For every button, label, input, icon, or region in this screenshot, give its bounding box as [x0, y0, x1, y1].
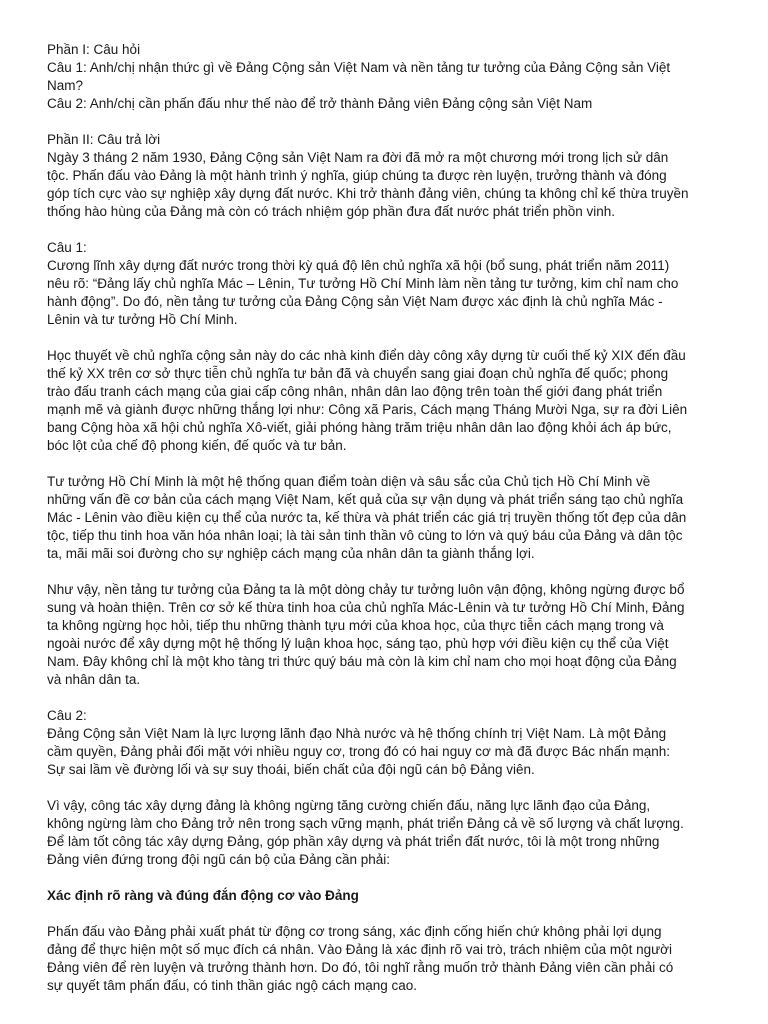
answer1-p3-line: tộc, tiếp thu tinh hoa văn hóa nhân loại; là tài sản tinh thần vô cùng to lớn và quý báu của Đảng và dân tộc: [47, 528, 683, 543]
answer1-section: [47, 239, 727, 329]
answer2-p3-line: Phấn đấu vào Đảng phải xuất phát từ động cơ trong sáng, xác định cống hiến chứ không phải lợi dụng: [47, 924, 662, 939]
answer1-p2-line: bóc lột của chế độ phong kiến, đế quốc và tư bản.: [47, 438, 347, 453]
answer1-p2-line: trào đấu tranh cách mạng của giai cấp công nhân, nhân dân lao động trên toàn thế giới đang phát triển: [47, 384, 663, 399]
paragraph-gap: [47, 689, 727, 707]
document-page: [47, 41, 727, 995]
answer2-p2-line: không ngừng làm cho Đảng trở nên trong sạch vững mạnh, phát triển Đảng cả về số lượng và chất lượng.: [47, 816, 684, 831]
paragraph-gap: [47, 869, 727, 887]
answer1-p4-line: ta không ngừng học hỏi, tiếp thu những thành tựu mới của khoa học, của thực tiễn cách mạng trong và: [47, 618, 664, 633]
answer1-p2-line: Học thuyết về chủ nghĩa cộng sản này do các nhà kinh điển dày công xây dựng từ cuối thế kỷ XIX đến đầu: [47, 348, 686, 363]
answer2-p3-line: đảng để thực hiện một số mục đích cá nhân. Vào Đảng là xác định rõ vai trò, trách nhiệm của một người: [47, 942, 673, 957]
answer1-p4-line: sung và hoàn thiện. Trên cơ sở kế thừa tinh hoa của chủ nghĩa Mác-Lênin và tư tưởng Hồ Chí Minh, Đảng: [47, 600, 685, 615]
answer1-p2-line: mạnh mẽ và giành được những thắng lợi như: Công xã Paris, Cách mạng Tháng Mười Nga, sự ra đời Liên: [47, 402, 688, 417]
paragraph-gap: [47, 221, 727, 239]
intro-line: Ngày 3 tháng 2 năm 1930, Đảng Cộng sản Việt Nam ra đời đã mở ra một chương mới trong lịch sử dân: [47, 150, 669, 165]
answer1-p2-line: bang Cộng hòa xã hội chủ nghĩa Xô-viết, giải phóng hàng trăm triệu nhân dân lao động khỏi ách áp bức,: [47, 420, 672, 435]
answer1-p4-line: và nhân dân ta.: [47, 672, 141, 687]
answer1-p4-line: Nam. Đây không chỉ là một kho tàng tri thức quý báu mà còn là kim chỉ nam cho mọi hoạt động của Đảng: [47, 654, 677, 669]
answer1-paragraph-3: [47, 473, 727, 563]
answer2-p2-line: Vì vậy, công tác xây dựng đảng là không ngừng tăng cường chiến đấu, năng lực lãnh đạo của Đảng,: [47, 798, 651, 813]
answer1-p1-line: nêu rõ: “Đảng lấy chủ nghĩa Mác – Lênin, Tư tưởng Hồ Chí Minh làm nền tảng tư tưởng, kim chỉ nam cho: [47, 276, 679, 291]
answer1-paragraph-4: [47, 581, 727, 689]
paragraph-gap: [47, 329, 727, 347]
answer2-p1-line: cầm quyền, Đảng phải đối mặt với nhiều nguy cơ, trong đó có hai nguy cơ mà đã được Bác nhấn mạnh:: [47, 744, 671, 759]
part1-section: [47, 41, 727, 113]
answer2-heading-block: [47, 887, 727, 905]
answer1-p1-line: Lênin và tư tưởng Hồ Chí Minh.: [47, 312, 238, 327]
answer1-p3-line: Tư tưởng Hồ Chí Minh là một hệ thống quan điểm toàn diện và sâu sắc của Chủ tịch Hồ Chí Minh về: [47, 474, 651, 489]
answer1-label: Câu 1:: [47, 240, 87, 255]
answer1-p2-line: thế kỷ XX trên cơ sở thực tiễn chủ nghĩa tư bản đã và chuyển sang giai đoạn chủ nghĩa đế quốc; phong: [47, 366, 669, 381]
part1-title: Phần I: Câu hỏi: [47, 42, 141, 57]
part2-title: Phần II: Câu trả lời: [47, 132, 161, 147]
answer1-p3-line: những vấn đề cơ bản của cách mạng Việt Nam, kết quả của sự vận dụng và phát triển sáng tạo chủ nghĩa: [47, 492, 684, 507]
answer1-p4-line: ngoài nước để xây dựng một hệ thống lý luận khoa học, sáng tạo, phù hợp với điều kiện cụ thể của Việt: [47, 636, 669, 651]
answer2-paragraph-3: [47, 923, 727, 995]
answer1-p1-line: Cương lĩnh xây dựng đất nước trong thời kỳ quá độ lên chủ nghĩa xã hội (bổ sung, phát triển năm 2011): [47, 258, 670, 273]
paragraph-gap: [47, 113, 727, 131]
question2: Câu 2: Anh/chị cần phấn đấu như thế nào để trở thành Đảng viên Đảng cộng sản Việt Nam: [47, 96, 593, 111]
answer1-paragraph-2: [47, 347, 727, 455]
answer2-p3-line: sự quyết tâm phấn đấu, có tinh thần giác ngộ cách mạng cao.: [47, 978, 418, 993]
answer2-paragraph-2: [47, 797, 727, 869]
answer2-label: Câu 2:: [47, 708, 87, 723]
answer2-p2-line: Để làm tốt công tác xây dựng Đảng, góp phần xây dựng và phát triển đất nước, tôi là một trong những: [47, 834, 660, 849]
paragraph-gap: [47, 905, 727, 923]
intro-line: thống hào hùng của Đảng mà còn có trách nhiệm góp phần đưa đất nước phát triển phồn vinh.: [47, 204, 616, 219]
intro-line: góp tích cực vào sự nghiệp xây dựng đất nước. Khi trở thành đảng viên, chúng ta không chỉ kế thừa truyền: [47, 186, 689, 201]
answer1-p3-line: Mác - Lênin vào điều kiện cụ thể của nước ta, kế thừa và phát triển các giá trị truyền thống tốt đẹp của dân: [47, 510, 687, 525]
question1-line-1: Câu 1: Anh/chị nhận thức gì về Đảng Cộng sản Việt Nam và nền tảng tư tưởng của Đảng Cộng sản Việt: [47, 60, 671, 75]
section-heading: Xác định rõ ràng và đúng đắn động cơ vào Đảng: [47, 888, 359, 903]
part2-section: [47, 131, 727, 221]
answer1-p1-line: hành động”. Do đó, nền tảng tư tưởng của Đảng Cộng sản Việt Nam được xác định là chủ nghĩa Mác -: [47, 294, 663, 309]
answer2-p1-line: Sự sai lầm về đường lối và sự suy thoái, biến chất của đội ngũ cán bộ Đảng viên.: [47, 762, 535, 777]
paragraph-gap: [47, 563, 727, 581]
answer2-p2-line: Đảng viên đứng trong đội ngũ cán bộ của Đảng cần phải:: [47, 852, 391, 867]
paragraph-gap: [47, 779, 727, 797]
answer1-p3-line: ta, mãi mãi soi đường cho sự nghiệp cách mạng của nhân dân ta giành thắng lợi.: [47, 546, 535, 561]
answer2-section: [47, 707, 727, 779]
answer2-p3-line: Đảng viên để rèn luyện và trưởng thành hơn. Do đó, tôi nghĩ rằng muốn trở thành Đảng viên cần phải có: [47, 960, 674, 975]
paragraph-gap: [47, 455, 727, 473]
answer2-p1-line: Đảng Cộng sản Việt Nam là lực lượng lãnh đạo Nhà nước và hệ thống chính trị Việt Nam. Là một Đảng: [47, 726, 667, 741]
intro-line: tộc. Phấn đấu vào Đảng là một hành trình ý nghĩa, giúp chúng ta được rèn luyện, trưởng thành và đóng: [47, 168, 667, 183]
question1-line-2: Nam?: [47, 78, 84, 93]
answer1-p4-line: Như vậy, nền tảng tư tưởng của Đảng ta là một dòng chảy tư tưởng luôn vận động, không ngừng được bổ: [47, 582, 685, 597]
